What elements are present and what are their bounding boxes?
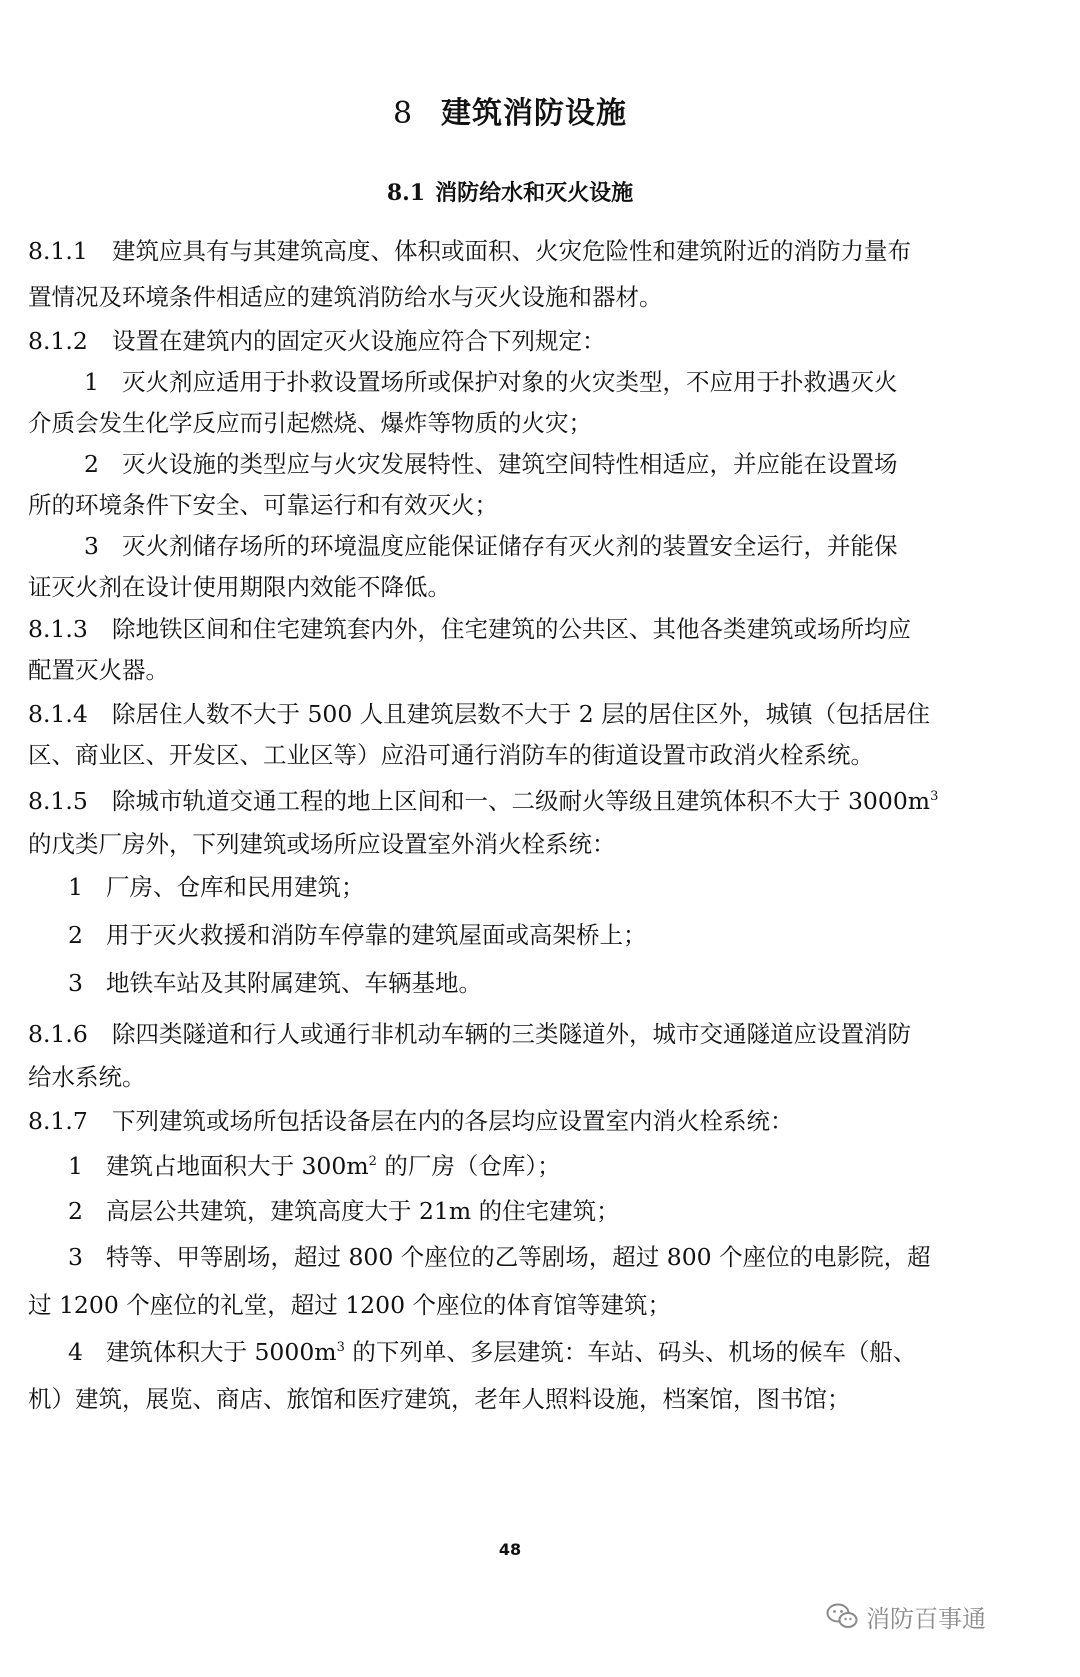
clause-8-1-2-item-2-line-1 — [84, 449, 898, 479]
superscript: 3 — [930, 789, 939, 804]
clause-8-1-2-item-3-line-2: 证灭火剂在设计使用期限内效能不降低。 — [28, 573, 451, 601]
chapter-title — [0, 88, 1020, 132]
clause-text: 除四类隧道和行人或通行非机动车辆的三类隧道外，城市交通隧道应设置消防 — [112, 1020, 911, 1048]
item-number: 4 — [68, 1338, 83, 1366]
chapter-number: 8 — [392, 96, 414, 131]
item-number: 1 — [84, 368, 99, 396]
section-title — [0, 176, 1020, 207]
clause-8-1-7-item-4-line-1 — [68, 1337, 916, 1367]
item-text-post: 的厂房（仓库）； — [376, 1152, 561, 1180]
clause-8-1-7-item-3-line-1 — [68, 1242, 931, 1272]
item-number: 2 — [68, 1197, 83, 1225]
watermark — [826, 1598, 986, 1634]
clause-text: 建筑应具有与其建筑高度、体积或面积、火灾危险性和建筑附近的消防力量布 — [112, 237, 911, 265]
item-number: 3 — [68, 1243, 83, 1271]
item-number: 1 — [68, 873, 83, 901]
clause-8-1-3-line-1 — [28, 614, 911, 644]
superscript: 2 — [368, 1154, 377, 1169]
clause-8-1-7-item-1 — [68, 1151, 561, 1181]
clause-number: 8.1.3 — [28, 615, 88, 643]
item-text: 灭火剂储存场所的环境温度应能保证储存有灭火剂的装置安全运行，并能保 — [122, 532, 898, 560]
clause-8-1-4-line-2: 区、商业区、开发区、工业区等）应沿可通行消防车的街道设置市政消火栓系统。 — [28, 741, 874, 769]
clause-8-1-1-line-1 — [28, 236, 911, 266]
page-number: 48 — [498, 1540, 522, 1559]
item-text: 厂房、仓库和民用建筑； — [106, 873, 365, 901]
clause-8-1-3-line-2: 配置灭火器。 — [28, 656, 169, 684]
item-number: 3 — [68, 969, 83, 997]
section-title-text: 消防给水和灭火设施 — [435, 180, 634, 206]
clause-number: 8.1.6 — [28, 1020, 88, 1048]
clause-8-1-2-item-3-line-1 — [84, 531, 898, 561]
item-number: 2 — [84, 450, 99, 478]
item-text: 灭火剂应适用于扑救设置场所或保护对象的火灾类型，不应用于扑救遇灭火 — [122, 368, 898, 396]
clause-8-1-5-item-2 — [68, 920, 647, 950]
superscript: 3 — [336, 1340, 345, 1355]
clause-8-1-7-item-2 — [68, 1196, 620, 1226]
item-text: 灭火设施的类型应与火灾发展特性、建筑空间特性相适应，并应能在设置场 — [122, 450, 898, 478]
item-text: 特等、甲等剧场，超过 800 个座位的乙等剧场，超过 800 个座位的电影院，超 — [106, 1243, 931, 1271]
item-text: 高层公共建筑，建筑高度大于 21m 的住宅建筑； — [106, 1197, 620, 1225]
clause-8-1-5-line-1 — [28, 786, 938, 816]
clause-8-1-2-line-1 — [28, 326, 606, 356]
item-text: 地铁车站及其附属建筑、车辆基地。 — [106, 969, 482, 997]
clause-8-1-5-item-1 — [68, 872, 365, 902]
clause-8-1-2-item-1-line-2: 介质会发生化学反应而引起燃烧、爆炸等物质的火灾； — [28, 409, 592, 437]
clause-8-1-6-line-1 — [28, 1019, 911, 1049]
clause-8-1-1-line-2: 置情况及环境条件相适应的建筑消防给水与灭火设施和器材。 — [28, 283, 663, 311]
clause-8-1-5-item-3 — [68, 968, 482, 998]
clause-number: 8.1.5 — [28, 787, 88, 815]
clause-8-1-6-line-2: 给水系统。 — [28, 1063, 146, 1091]
clause-number: 8.1.7 — [28, 1107, 88, 1135]
chapter-title-text: 建筑消防设施 — [441, 96, 628, 131]
watermark-text: 消防百事通 — [866, 1604, 986, 1633]
clause-text: 除地铁区间和住宅建筑套内外，住宅建筑的公共区、其他各类建筑或场所均应 — [112, 615, 911, 643]
clause-8-1-7-item-3-line-2: 过 1200 个座位的礼堂，超过 1200 个座位的体育馆等建筑； — [28, 1291, 671, 1319]
clause-8-1-2-item-2-line-2: 所的环境条件下安全、可靠运行和有效灭火； — [28, 491, 498, 519]
clause-text: 除城市轨道交通工程的地上区间和一、二级耐火等级且建筑体积不大于 3000m — [112, 787, 931, 815]
wechat-icon — [826, 1602, 858, 1630]
item-text-pre: 建筑体积大于 5000m — [106, 1338, 337, 1366]
item-text: 用于灭火救援和消防车停靠的建筑屋面或高架桥上； — [106, 921, 647, 949]
clause-8-1-7-line-1 — [28, 1106, 794, 1136]
clause-number: 8.1.4 — [28, 700, 88, 728]
clause-8-1-7-item-4-line-2: 机）建筑，展览、商店、旅馆和医疗建筑，老年人照料设施，档案馆，图书馆； — [28, 1385, 851, 1413]
clause-text: 设置在建筑内的固定灭火设施应符合下列规定： — [112, 327, 606, 355]
clause-number: 8.1.2 — [28, 327, 88, 355]
clause-8-1-2-item-1-line-1 — [84, 367, 898, 397]
clause-text: 除居住人数不大于 500 人且建筑层数不大于 2 层的居住区外，城镇（包括居住 — [112, 700, 931, 728]
item-number: 1 — [68, 1152, 83, 1180]
clause-number: 8.1.1 — [28, 237, 88, 265]
item-text-pre: 建筑占地面积大于 300m — [106, 1152, 369, 1180]
clause-text: 下列建筑或场所包括设备层在内的各层均应设置室内消火栓系统： — [112, 1107, 794, 1135]
clause-8-1-5-line-2: 的戊类厂房外，下列建筑或场所应设置室外消火栓系统： — [28, 830, 616, 858]
item-number: 2 — [68, 921, 83, 949]
item-number: 3 — [84, 532, 99, 560]
clause-8-1-4-line-1 — [28, 699, 930, 729]
section-number: 8.1 — [386, 180, 426, 206]
item-text-post: 的下列单、多层建筑：车站、码头、机场的候车（船、 — [344, 1338, 917, 1366]
